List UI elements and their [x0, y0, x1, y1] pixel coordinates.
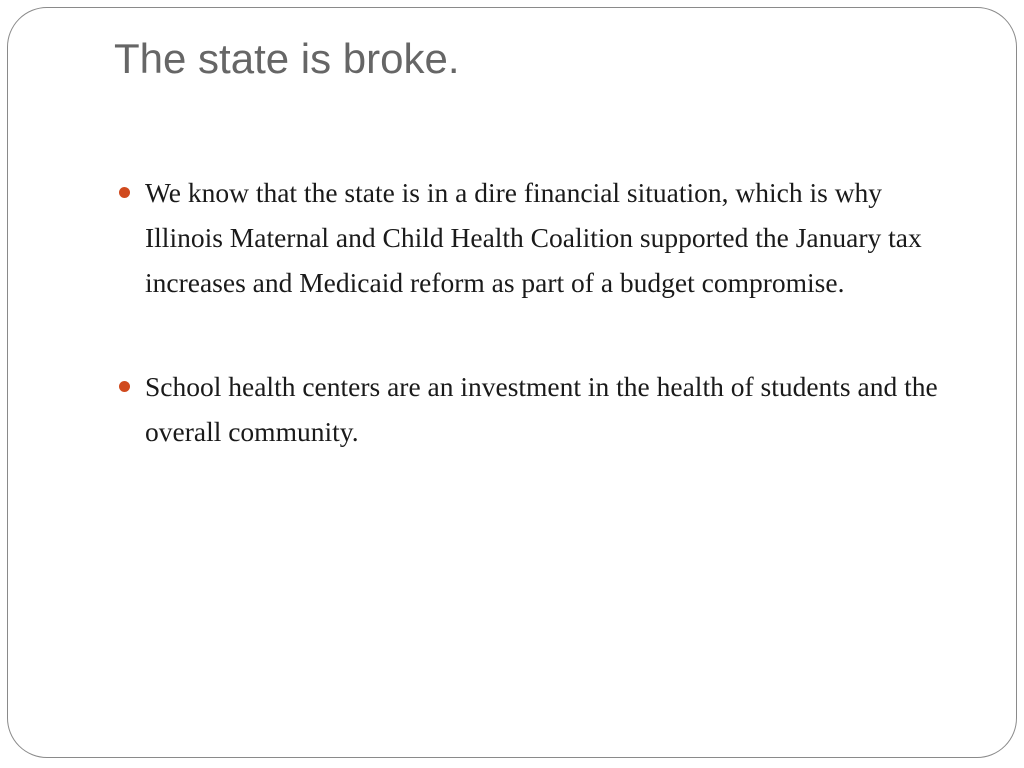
bullet-text: School health centers are an investment in the health of students and the overall community. — [145, 371, 938, 447]
bullet-dot-icon — [119, 381, 130, 392]
bullet-list — [119, 170, 949, 454]
slide-frame — [7, 7, 1017, 758]
bullet-dot-icon — [119, 187, 130, 198]
bullet-item — [119, 364, 949, 454]
slide-title: The state is broke. — [114, 35, 460, 82]
bullet-item — [119, 170, 949, 305]
bullet-text: We know that the state is in a dire financial situation, which is why Illinois Maternal and Child Health Coalition supported the January tax increases and Medicaid reform as part of a budget compromise. — [145, 177, 922, 298]
